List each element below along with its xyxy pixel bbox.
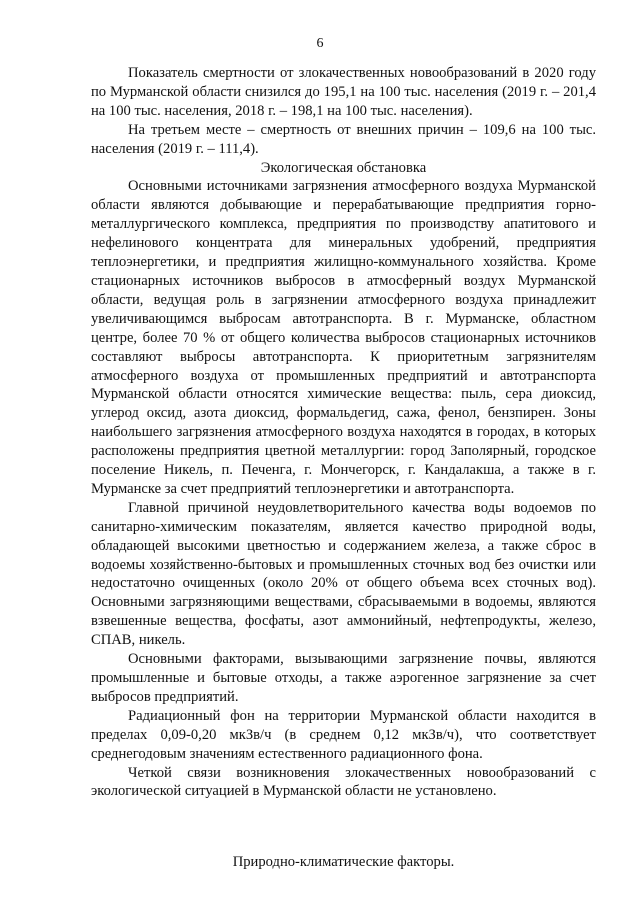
paragraph-water-quality: Главной причиной неудовлетворительного качества воды водоемов по санитарно-химическим показателям, является качество природной воды, обладающей высокими цветностью и содержанием железа, а также сброс в водоемы хозяйственно-бытовых и промышленных сточных вод без очистки или недостаточно очищенных (около 20% от общего объема всех сточных вод). Основными загрязняющими веществами, сбрасываемыми в водоемы, являются взвешенные вещества, фосфаты, азот аммонийный, нефтепродукты, железо, СПАВ, никель. (91, 499, 596, 649)
paragraph-external-causes: На третьем месте – смертность от внешних причин – 109,6 на 100 тыс. населения (2019 г. – 111,4). (91, 121, 596, 157)
page-number: 6 (316, 36, 324, 51)
section-heading-climate: Природно-климатические факторы. (232, 854, 455, 871)
paragraph-air-pollution: Основными источниками загрязнения атмосферного воздуха Мурманской области являются добывающие и перерабатывающие предприятия горно-металлургического комплекса, предприятия по производству апатитового и нефелинового концентрата для минеральных удобрений, предприятия теплоэнергетики, и предприятия жилищно-коммунального хозяйства. Кроме стационарных источников выбросов в атмосферный воздух Мурманской области, ведущая роль в загрязнении атмосферного воздуха принадлежит увеличивающимся выбросам автотранспорта. В г. Мурманске, областном центре, более 70 % от общего количества выбросов стационарных источников составляют выбросы автотранспорта. К приоритетным загрязнителям атмосферного воздуха от промышленных предприятий и автотранспорта Мурманской области относятся химические вещества: пыль, сера диоксид, углерод оксид, азота диоксид, формальдегид, сажа, фенол, бензпирен. Зоны наибольшего загрязнения атмосферного воздуха находятся в городах, в которых расположены предприятия цветной металлургии: город Заполярный, городское поселение Никель, п. Печенга, г. Мончегорск, г. Кандалакша, а также в г. Мурманске за счет предприятий теплоэнергетики и автотранспорта. (91, 178, 596, 497)
paragraph-soil-pollution: Основными факторами, вызывающими загрязнение почвы, являются промышленные и бытовые отходы, а также аэрогенное загрязнение за счет выбросов предприятий. (91, 651, 596, 705)
document-body (91, 64, 596, 872)
paragraph-radiation: Радиационный фон на территории Мурманской области находится в пределах 0,09-0,20 мкЗв/ч (в среднем 0,12 мкЗв/ч), что соответствует среднегодовым значениям естественного радиационного фона. (91, 707, 596, 762)
paragraph-cancer-mortality: Показатель смертности от злокачественных новообразований в 2020 году по Мурманской области снизился до 195,1 на 100 тыс. населения (2019 г. – 201,4 на 100 тыс. населения, 2018 г. – 198,1 на 100 тыс. населения). (91, 65, 596, 119)
section-heading-ecology: Экологическая обстановка (260, 159, 427, 176)
paragraph-conclusion: Четкой связи возникновения злокачественных новообразований с экологической ситуацией в Мурманской области не установлено. (91, 764, 596, 800)
